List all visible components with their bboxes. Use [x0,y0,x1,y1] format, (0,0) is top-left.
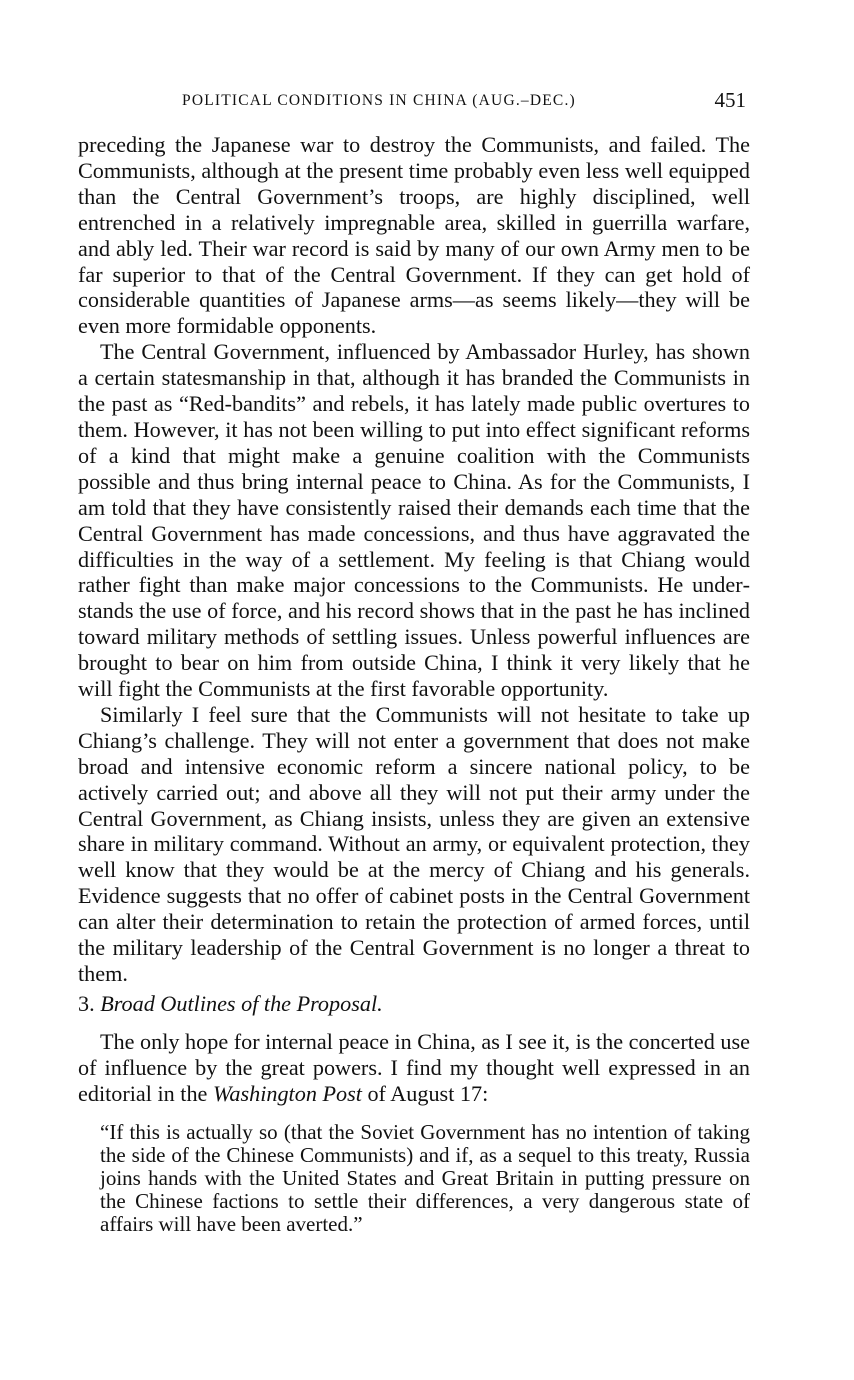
page-number: 451 [714,88,746,112]
paragraph-proposal-text: The only hope for internal peace in China, as I see it, is the concerted use of influence by the great powers. I find my thought well expressed in an editorial in the [78,1028,750,1106]
paragraph-proposal [78,1029,750,1107]
paragraph-communists: Similarly I feel sure that the Communists will not hesitate to take up Chiang’s challenge. They will not enter a government that does not make broad and intensive economic reform a sincere national policy, to be actively carried out; and above all they will not put their army under the Central Government, as Chiang insists, unless they are given an extensive share in military command. Without an army, or equivalent protection, they well know that they would be at the mercy of Chiang and his generals. Evidence suggests that no offer of cabinet posts in the Central Government can alter their determination to retain the protection of armed forces, until the military leadership of the Central Government is no longer a threat to them. [78,701,750,986]
running-title: POLITICAL CONDITIONS IN CHINA (AUG.–DEC.) [182,92,576,109]
block-quote [100,1121,750,1236]
quote-text: “If this is actually so (that the Soviet Government has no intention of taking the side of the Chinese Communists) and if, as a sequel to this treaty, Russia joins hands with the United States and Great Britain in putting pressure on the Chinese factions to settle their differences, a very dangerous state of affairs will have been averted.” [100,1119,750,1236]
body-text [78,132,750,1236]
running-head [78,88,750,114]
publication-name: Washington Post [212,1080,362,1106]
paragraph-central-government: The Central Government, influenced by Ambassador Hurley, has shown a certain statesmanship in that, although it has branded the Communists in the past as “Red-bandits” and rebels, it has lately made public overtures to them. However, it has not been willing to put into effect significant reforms of a kind that might make a genuine coalition with the Communists possible and thus bring internal peace to China. As for the Communists, I am told that they have consistently raised their demands each time that the Central Government has made concessions, and thus have aggravated the difficulties in the way of a settlement. My feeling is that Chiang would rather fight than make major concessions to the Communists. He understands the use of force, and his record shows that in the past he has inclined toward military methods of settling issues. Unless powerful influences are brought to bear on him from outside China, I think it very likely that he will fight the Communists at the first favorable opportunity. [78,339,750,702]
paragraph-continued: preceding the Japanese war to destroy the Communists, and failed. The Communists, although at the present time probably even less well equipped than the Central Government’s troops, are highly disciplined, well entrenched in a relatively impregnable area, skilled in guerrilla warfare, and ably led. Their war record is said by many of our own Army men to be far superior to that of the Central Government. If they can get hold of considerable quantities of Japanese arms—as seems likely—they will be even more formidable opponents. [78,132,750,339]
section-number: 3. [78,990,95,1016]
section-heading [78,991,750,1017]
section-title: Broad Outlines of the Proposal. [100,990,383,1016]
paragraph-proposal-date: of August 17: [367,1080,489,1106]
